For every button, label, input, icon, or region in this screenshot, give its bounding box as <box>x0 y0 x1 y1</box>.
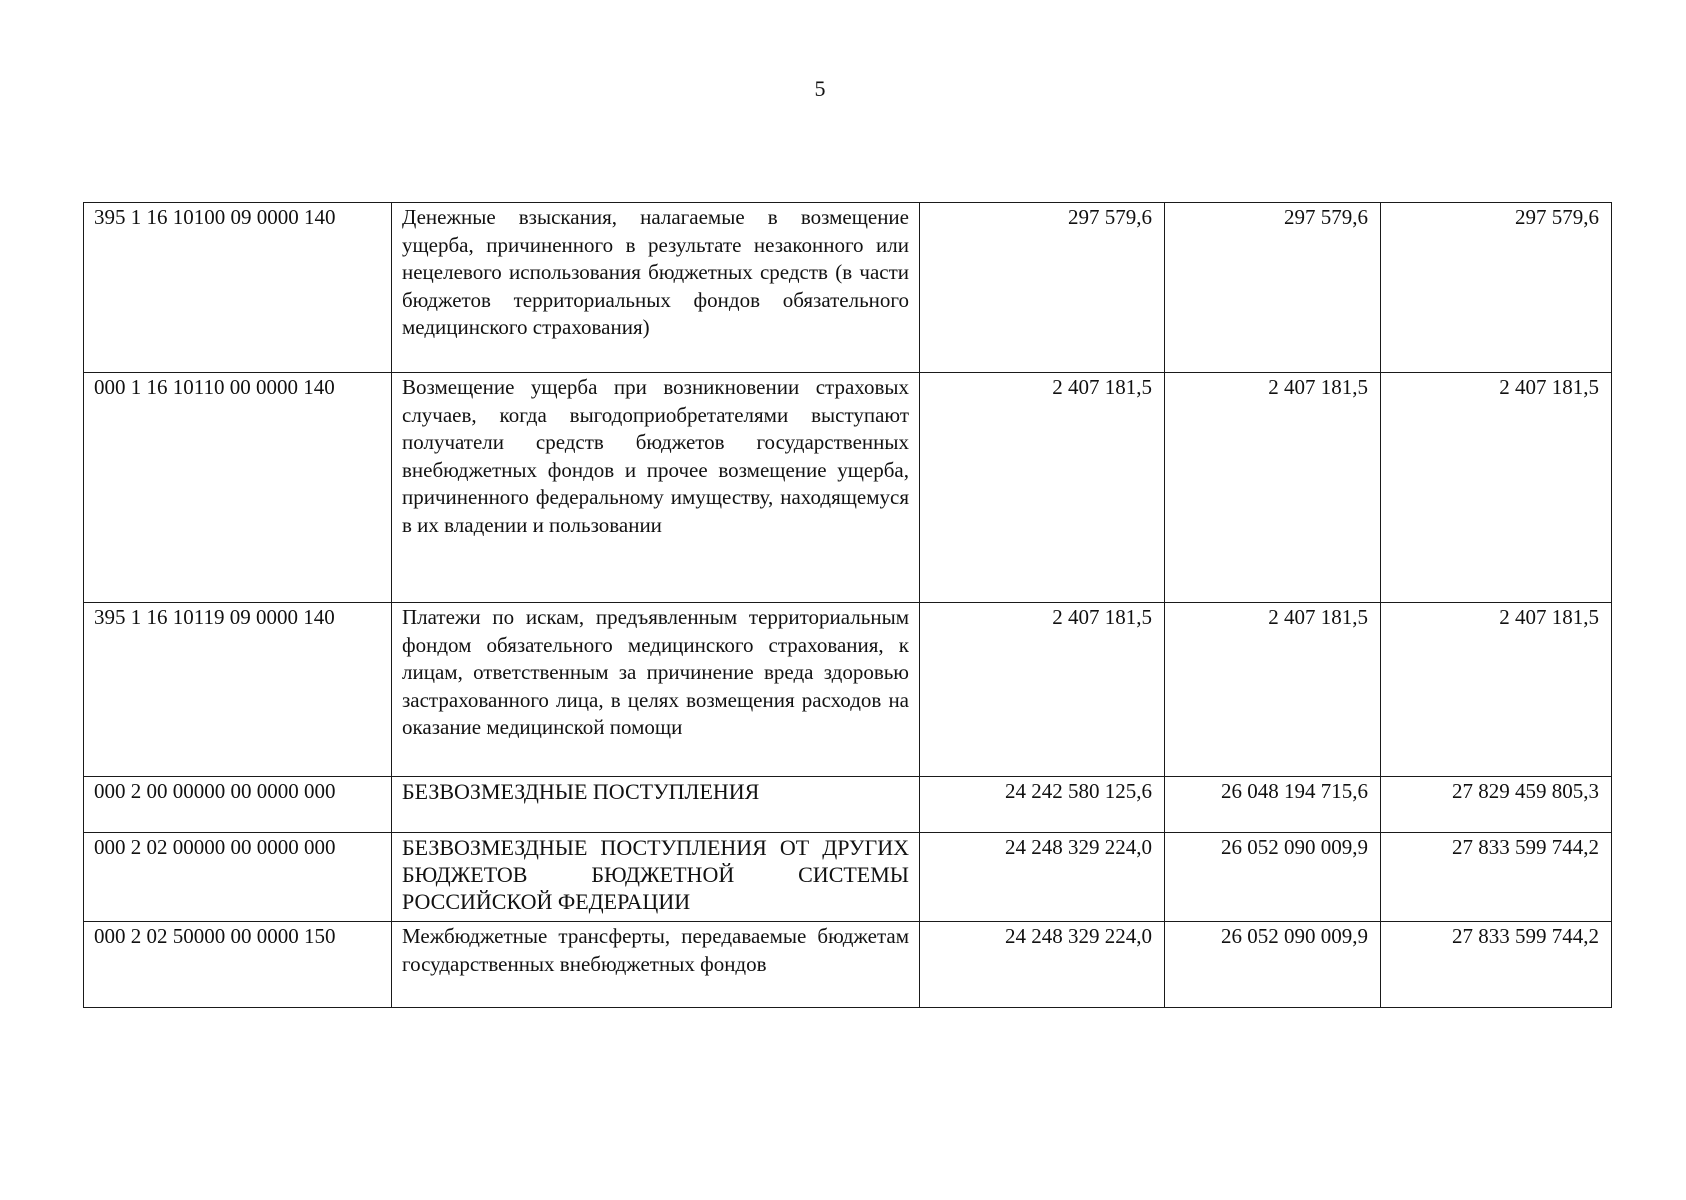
budget-revenue-table <box>83 202 1612 1008</box>
amount-year-1-cell: 2 407 181,5 <box>920 603 1165 777</box>
amount-year-2-cell: 2 407 181,5 <box>1165 373 1381 603</box>
amount-year-1-cell: 24 242 580 125,6 <box>920 777 1165 833</box>
income-name-cell: Денежные взыскания, налагаемые в возмещение ущерба, причиненного в результате незаконного или нецелевого использования бюджетных средств (в части бюджетов территориальных фондов обязательного медицинского страхования) <box>392 203 920 373</box>
table-row <box>84 922 1612 1008</box>
budget-code-cell: 000 2 02 50000 00 0000 150 <box>84 922 392 1008</box>
income-name-cell: Платежи по искам, предъявленным территориальным фондом обязательного медицинского страхования, к лицам, ответственным за причинение вреда здоровью застрахованного лица, в целях возмещения расходов на оказание медицинской помощи <box>392 603 920 777</box>
amount-year-1-cell: 2 407 181,5 <box>920 373 1165 603</box>
income-name-cell: БЕЗВОЗМЕЗДНЫЕ ПОСТУПЛЕНИЯ <box>392 777 920 833</box>
table-row <box>84 373 1612 603</box>
budget-code-cell: 395 1 16 10119 09 0000 140 <box>84 603 392 777</box>
table-row <box>84 203 1612 373</box>
amount-year-1-cell: 24 248 329 224,0 <box>920 833 1165 922</box>
amount-year-1-cell: 297 579,6 <box>920 203 1165 373</box>
budget-code-cell: 000 1 16 10110 00 0000 140 <box>84 373 392 603</box>
amount-year-2-cell: 2 407 181,5 <box>1165 603 1381 777</box>
income-name-cell: БЕЗВОЗМЕЗДНЫЕ ПОСТУПЛЕНИЯ ОТ ДРУГИХ БЮДЖЕТОВ БЮДЖЕТНОЙ СИСТЕМЫ РОССИЙСКОЙ ФЕДЕРАЦИИ <box>392 833 920 922</box>
amount-year-2-cell: 26 052 090 009,9 <box>1165 833 1381 922</box>
income-name-cell: Межбюджетные трансферты, передаваемые бюджетам государственных внебюджетных фондов <box>392 922 920 1008</box>
amount-year-3-cell: 2 407 181,5 <box>1381 373 1612 603</box>
budget-code-cell: 000 2 02 00000 00 0000 000 <box>84 833 392 922</box>
amount-year-2-cell: 26 052 090 009,9 <box>1165 922 1381 1008</box>
income-name-cell: Возмещение ущерба при возникновении страховых случаев, когда выгодоприобретателями выступают получатели средств бюджетов государственных внебюджетных фондов и прочее возмещение ущерба, причиненного федеральному имуществу, находящемуся в их владении и пользовании <box>392 373 920 603</box>
budget-code-cell: 395 1 16 10100 09 0000 140 <box>84 203 392 373</box>
amount-year-3-cell: 297 579,6 <box>1381 203 1612 373</box>
amount-year-3-cell: 27 829 459 805,3 <box>1381 777 1612 833</box>
table-row <box>84 603 1612 777</box>
table-row <box>84 777 1612 833</box>
table-row <box>84 833 1612 922</box>
amount-year-2-cell: 26 048 194 715,6 <box>1165 777 1381 833</box>
budget-code-cell: 000 2 00 00000 00 0000 000 <box>84 777 392 833</box>
amount-year-1-cell: 24 248 329 224,0 <box>920 922 1165 1008</box>
amount-year-3-cell: 27 833 599 744,2 <box>1381 922 1612 1008</box>
amount-year-3-cell: 27 833 599 744,2 <box>1381 833 1612 922</box>
amount-year-2-cell: 297 579,6 <box>1165 203 1381 373</box>
page-number: 5 <box>814 76 826 101</box>
amount-year-3-cell: 2 407 181,5 <box>1381 603 1612 777</box>
